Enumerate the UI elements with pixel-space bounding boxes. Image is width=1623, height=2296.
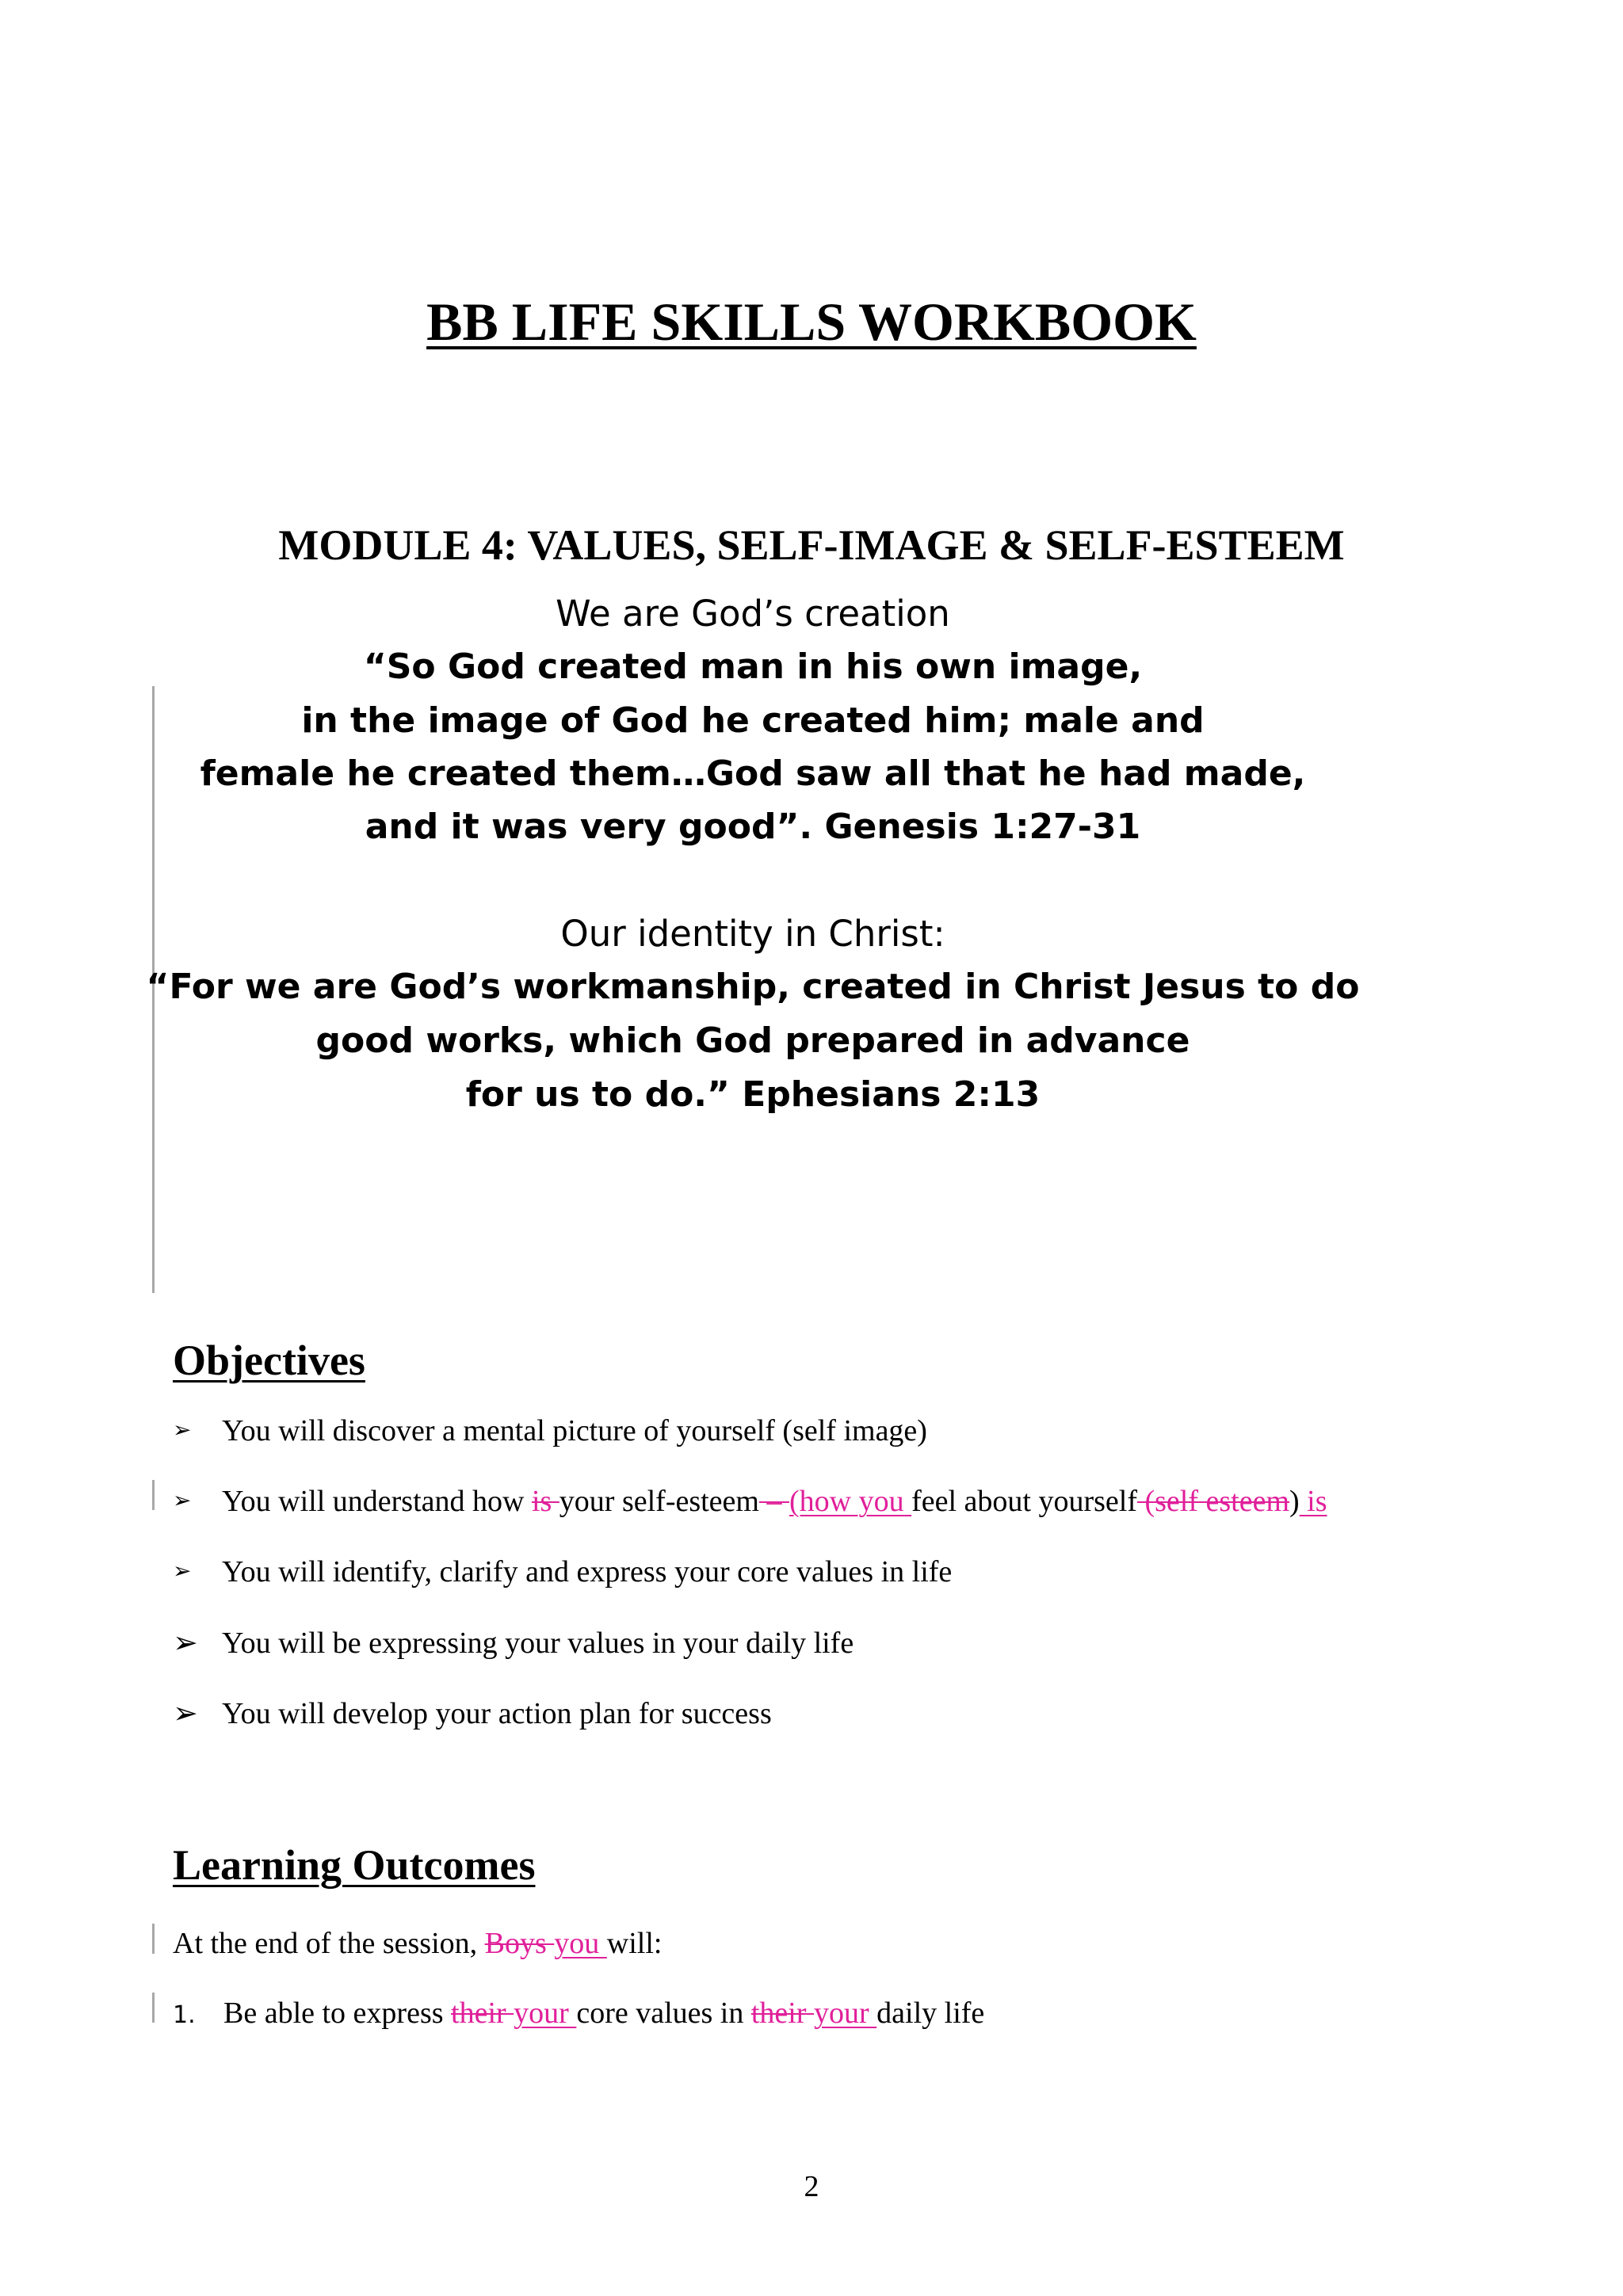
objective-item (173, 1554, 952, 1591)
page-number: 2 (804, 2170, 819, 2203)
deleted-text: their (750, 1997, 814, 2030)
text-segment: You will understand how (222, 1485, 532, 1518)
inserted-text: your (514, 1997, 577, 2030)
deleted-text: (self esteem (1136, 1485, 1290, 1518)
document-title: BB LIFE SKILLS WORKBOOK (426, 292, 1197, 352)
creation-quote-line: and it was very good”. Genesis 1:27-31 (365, 807, 1141, 847)
inserted-text: is (1299, 1485, 1327, 1518)
text-segment: feel about yourself (911, 1485, 1137, 1518)
objective-text: You will be expressing your values in your daily life (222, 1627, 854, 1660)
objective-text: You will discover a mental picture of yourself (self image) (222, 1414, 927, 1447)
text-segment: daily life (876, 1997, 985, 2030)
text-segment: will: (606, 1927, 663, 1960)
learning-outcome-item (173, 1996, 984, 2032)
objective-text: You will identify, clarify and express your core values in life (222, 1555, 953, 1589)
inserted-text: you (554, 1927, 607, 1960)
item-number: 1. (173, 2001, 196, 2029)
arrow-bullet-icon: ➢ (173, 1417, 192, 1443)
change-bar (152, 1480, 155, 1510)
identity-quote-line: for us to do.” Ephesians 2:13 (465, 1074, 1041, 1115)
text-segment: ) (1289, 1485, 1300, 1518)
creation-quote-line: female he created them…God saw all that he had made, (200, 753, 1306, 794)
objective-item (173, 1413, 927, 1450)
learning-outcomes-heading: Learning Outcomes (173, 1841, 536, 1889)
creation-heading: We are God’s creation (556, 593, 950, 635)
change-bar (152, 1993, 155, 2023)
creation-quote-line: in the image of God he created him; male and (301, 700, 1205, 741)
objectives-heading: Objectives (173, 1337, 365, 1384)
creation-quote-line: “So God created man in his own image, (363, 646, 1143, 687)
deleted-text: – (758, 1485, 789, 1518)
text-segment: your self-esteem (559, 1485, 759, 1518)
deleted-text: Boys (484, 1927, 555, 1960)
module-title: MODULE 4: VALUES, SELF-IMAGE & SELF-ESTEEM (278, 521, 1345, 569)
objective-item (173, 1625, 854, 1662)
text-segment: At the end of the session, (173, 1927, 485, 1960)
arrow-bullet-icon: ➢ (173, 1695, 198, 1730)
objective-item (173, 1695, 772, 1733)
deleted-text: their (451, 1997, 514, 2030)
arrow-bullet-icon: ➢ (173, 1487, 192, 1513)
inserted-text: your (814, 1997, 877, 2030)
identity-quote-line: “For we are God’s workmanship, created in Christ Jesus to do (146, 967, 1360, 1007)
learning-outcomes-intro (173, 1926, 662, 1962)
objective-item (173, 1484, 1327, 1520)
inserted-text: (how you (789, 1485, 912, 1518)
deleted-text: is (531, 1485, 559, 1518)
arrow-bullet-icon: ➢ (173, 1625, 198, 1660)
text-segment: Be able to express (223, 1997, 452, 2030)
identity-quote-line: good works, which God prepared in advance (315, 1020, 1190, 1061)
objective-text: You will develop your action plan for success (222, 1697, 772, 1730)
arrow-bullet-icon: ➢ (173, 1558, 192, 1584)
text-segment: core values in (576, 1997, 751, 2030)
identity-heading: Our identity in Christ: (560, 913, 945, 955)
change-bar (152, 1924, 155, 1954)
